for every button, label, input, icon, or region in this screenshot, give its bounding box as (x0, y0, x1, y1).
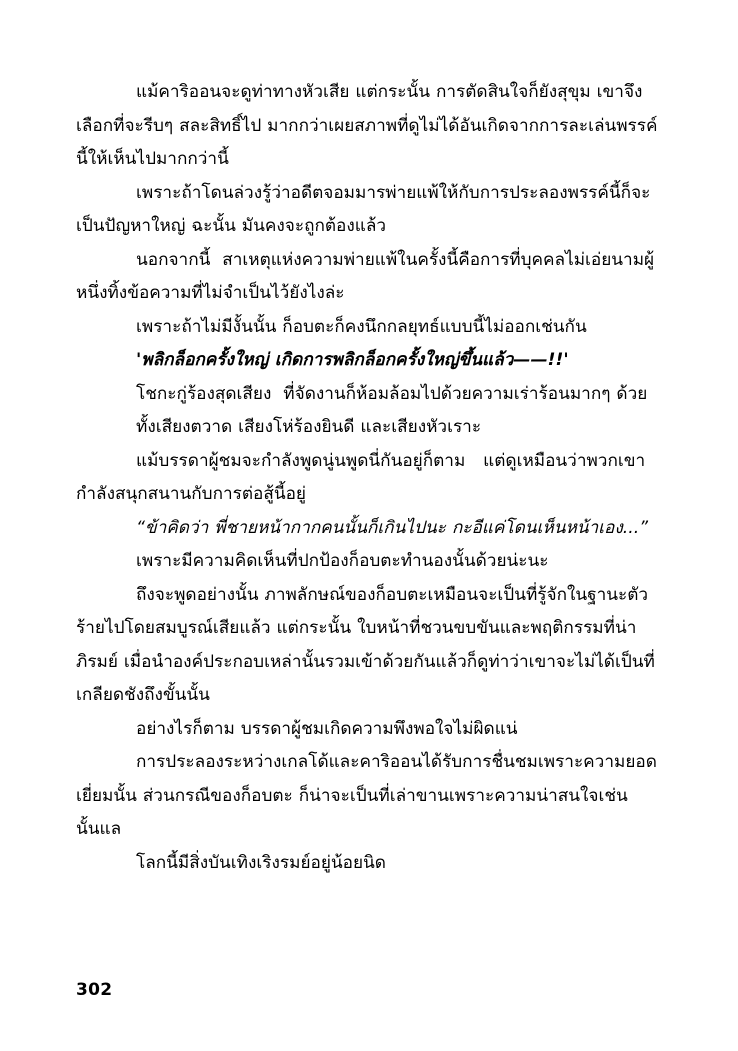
paragraph: โชกะกู่ร้องสุดเสียง ที่จัดงานก็ห้อมล้อมไปด้วยความเร่าร้อนมากๆ ด้วย (136, 383, 648, 404)
paragraph: เพราะมีความคิดเห็นที่ปกป้องก็อบตะทำนองนั้นด้วยน่ะนะ (136, 551, 549, 571)
paragraph-dialogue: “ข้าคิดว่า พี่ชายหน้ากากคนนั้นก็เกินไปนะ กะอีแค่โดนเห็นหน้าเอง...” (136, 517, 649, 538)
paragraph: ถึงจะพูดอย่างนั้น ภาพลักษณ์ของก็อบตะเหมือนจะเป็นที่รู้จักในฐานะตัวร้ายไปโดยสมบูรณ์เสียแล้ว แต่กระนั้น ใบหน้าที่ชวนขบขันและพฤติกรรมที่น่าภิรมย์ เมื่อนำองค์ประกอบเหล่านั้นรวมเข้าด้วยกันแล้วก็ดูท่าว่าเขาจะไม่ได้เป็นที่เกลียดชังถึงขั้นนั้น (76, 584, 655, 705)
paragraph: โลกนี้มีสิ่งบันเทิงเริงรมย์อยู่น้อยนิด (136, 852, 386, 873)
paragraph: แม้คาริออนจะดูท่าทางหัวเสีย แต่กระนั้น การตัดสินใจก็ยังสุขุม เขาจึงเลือกที่จะรีบๆ สละสิทธิ์ไป มากกว่าเผยสภาพที่ดูไม่ได้อันเกิดจากการละเล่นพรรค์นี้ให้เห็นไปมากกว่านี้ (76, 82, 658, 169)
paragraph: ทั้งเสียงตวาด เสียงโห่ร้องยินดี และเสียงหัวเราะ (136, 417, 482, 437)
paragraph: การประลองระหว่างเกลโด้และคาริออนได้รับการชื่นชมเพราะความยอดเยี่ยมนั้น ส่วนกรณีของก็อบตะ ก็น่าจะเป็นที่เล่าขานเพราะความน่าสนใจเช่นนั้นแล (76, 752, 657, 839)
page-text-body (76, 76, 664, 880)
paragraph: นอกจากนี้ สาเหตุแห่งความพ่ายแพ้ในครั้งนี้คือการที่บุคคลไม่เอ่ยนามผู้หนึ่งทิ้งข้อความที่ไม่จำเป็นไว้ยังไงล่ะ (76, 249, 655, 303)
paragraph-emphasized: 'พลิกล็อกครั้งใหญ่ เกิดการพลิกล็อกครั้งใหญ่ขึ้นแล้ว——!!' (136, 350, 569, 370)
paragraph: เพราะถ้าโดนล่วงรู้ว่าอดีตจอมมารพ่ายแพ้ให้กับการประลองพรรค์นี้ก็จะเป็นปัญหาใหญ่ ฉะนั้น มันคงจะถูกต้องแล้ว (76, 182, 651, 236)
paragraph: อย่างไรก็ตาม บรรดาผู้ชมเกิดความพึงพอใจไม่ผิดแน่ (136, 718, 518, 739)
paragraph: เพราะถ้าไม่มีงั้นนั้น ก็อบตะก็คงนึกกลยุทธ์แบบนี้ไม่ออกเช่นกัน (136, 316, 587, 337)
page-number: 302 (76, 980, 113, 1000)
paragraph: แม้บรรดาผู้ชมจะกำลังพูดนู่นพูดนี่กันอยู่ก็ตาม แต่ดูเหมือนว่าพวกเขากำลังสนุกสนานกับการต่อสู้นี้อยู่ (76, 450, 646, 504)
